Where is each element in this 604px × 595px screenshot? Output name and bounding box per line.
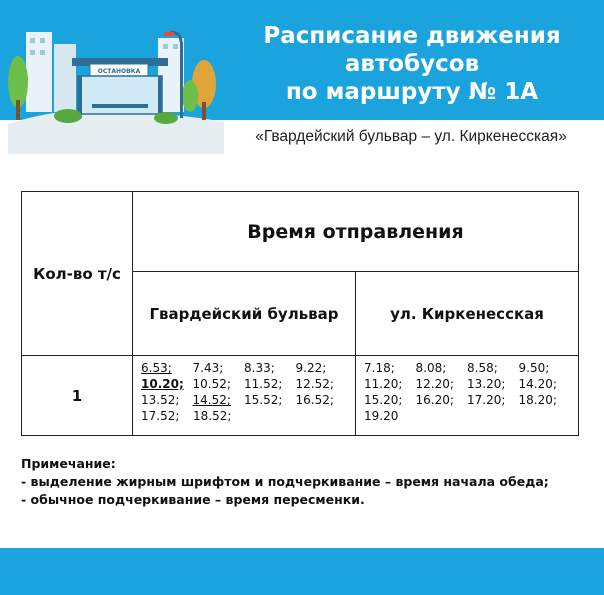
departure-time: 11.20; bbox=[364, 377, 403, 391]
title-line-1: Расписание движения bbox=[263, 23, 561, 49]
title-line-2: автобусов bbox=[344, 51, 480, 77]
notes-section bbox=[21, 455, 549, 509]
time-row bbox=[141, 408, 347, 424]
departure-time: 12.52; bbox=[295, 377, 334, 391]
departure-time: 16.20; bbox=[415, 393, 454, 407]
departure-time: 8.58; bbox=[467, 361, 498, 375]
departure-time: 7.43; bbox=[192, 361, 224, 375]
ground-shape bbox=[8, 110, 224, 154]
direction-1-header: Гвардейский бульвар bbox=[133, 272, 356, 356]
departure-time: 7.18; bbox=[364, 361, 395, 375]
shelter-glass bbox=[78, 76, 162, 114]
departure-time: 9.50; bbox=[518, 361, 550, 375]
page-title bbox=[232, 22, 592, 106]
departure-time: 19.20 bbox=[364, 409, 399, 423]
notes-heading: Примечание: bbox=[21, 456, 116, 471]
street-lamp bbox=[180, 42, 183, 118]
title-line-3: по маршруту № 1А bbox=[285, 79, 539, 105]
departure-time: 11.52; bbox=[244, 377, 283, 391]
bus-stop-illustration bbox=[8, 4, 224, 154]
departure-time: 16.52; bbox=[295, 393, 334, 407]
departure-time: 6.53; bbox=[141, 361, 172, 375]
direction-1-times bbox=[133, 356, 356, 436]
time-row bbox=[364, 360, 570, 376]
departure-time-header: Время отправления bbox=[133, 192, 579, 272]
departure-time: 15.20; bbox=[364, 393, 403, 407]
direction-2-times bbox=[356, 356, 579, 436]
building-2 bbox=[54, 44, 76, 112]
departure-time: 8.33; bbox=[244, 361, 275, 375]
departure-time: 18.20; bbox=[518, 393, 557, 407]
departure-time: 14.20; bbox=[518, 377, 557, 391]
footer-bar bbox=[0, 548, 604, 595]
departure-time: 14.52; bbox=[192, 393, 231, 407]
schedule-table bbox=[21, 191, 579, 436]
departure-time: 9.22; bbox=[295, 361, 327, 375]
departure-time: 13.52; bbox=[141, 393, 180, 407]
route-name: «Гвардейский бульвар – ул. Киркенесская» bbox=[255, 128, 567, 145]
departure-time: 18.52; bbox=[193, 409, 232, 423]
departure-time: 15.52; bbox=[244, 393, 283, 407]
time-row bbox=[364, 392, 570, 408]
notes-line-1: - выделение жирным шрифтом и подчеркивание – время начала обеда; bbox=[21, 474, 549, 489]
time-row bbox=[364, 408, 570, 424]
time-row bbox=[364, 376, 570, 392]
departure-time: 17.20; bbox=[467, 393, 506, 407]
departure-time: 8.08; bbox=[415, 361, 447, 375]
time-row bbox=[141, 392, 347, 408]
qty-header: Кол-во т/с bbox=[22, 192, 133, 356]
notes-line-2: - обычное подчеркивание – время пересменки. bbox=[21, 492, 365, 507]
departure-time: 10.52; bbox=[192, 377, 231, 391]
building-1 bbox=[26, 32, 52, 112]
departure-time: 17.52; bbox=[141, 409, 180, 423]
bus-stop-sign-text: ОСТАНОВКА bbox=[97, 68, 141, 75]
time-row bbox=[141, 376, 347, 392]
qty-value: 1 bbox=[22, 356, 133, 436]
time-row bbox=[141, 360, 347, 376]
direction-2-header: ул. Киркенесская bbox=[356, 272, 579, 356]
departure-time: 10.20; bbox=[141, 377, 184, 391]
departure-time: 12.20; bbox=[415, 377, 454, 391]
departure-time: 13.20; bbox=[467, 377, 506, 391]
bench bbox=[92, 104, 148, 108]
